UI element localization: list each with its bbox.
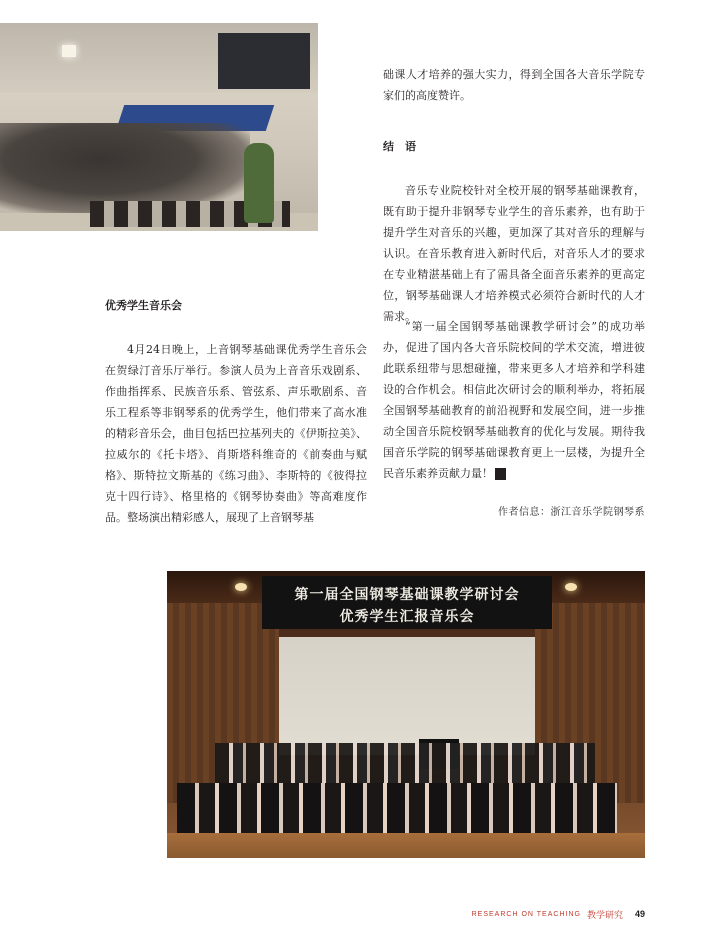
banner-title: 第一届全国钢琴基础课教学研讨会: [294, 587, 520, 603]
photo-group-front-row: [177, 783, 617, 839]
author-info: 作者信息：浙江音乐学院钢琴系: [498, 507, 645, 518]
photo-cameraman: [244, 143, 274, 223]
seminar-photo: [0, 23, 318, 231]
right-top-paragraph: 础课人才培养的强大实力，得到全国各大音乐学院专家们的高度赞许。: [383, 68, 645, 102]
footer-section-cn: 教学研究: [586, 909, 623, 920]
concert-heading: 优秀学生音乐会: [105, 299, 182, 312]
concert-banner: [262, 576, 552, 629]
photo-audience: [0, 123, 250, 213]
photo-stage-back: [279, 637, 535, 755]
end-mark-icon: ♪: [495, 468, 506, 480]
conclusion-paragraph-2: [383, 316, 645, 484]
footer-section-en: RESEARCH ON TEACHING: [471, 910, 581, 918]
page-footer: [472, 908, 645, 920]
conclusion-paragraph-1: 音乐专业院校针对全校开展的钢琴基础课教育，既有助于提升非钢琴专业学生的音乐素养，也有助于提升学生对音乐的兴趣，更加深了其对音乐的理解与认识。在音乐教育进入新时代后，对音乐人才的要求在专业精湛基础上有了需具备全面音乐素养的更高定位，钢琴基础课人才培养模式必须符合新时代的人才需求。: [383, 184, 645, 323]
page-number: 49: [634, 909, 645, 919]
photo-stage-floor: [167, 833, 645, 858]
banner-subtitle: 优秀学生汇报音乐会: [339, 609, 475, 625]
conclusion-heading: 结 语: [383, 140, 416, 153]
photo-screen: [218, 33, 310, 89]
photo-light-right: [565, 583, 577, 591]
photo-studio-light: [62, 45, 76, 57]
conclusion-paragraph-2-text: “第一届全国钢琴基础课教学研讨会”的成功举办，促进了国内各大音乐院校间的学术交流，增进彼此联系纽带与思想碰撞，带来更多人才培养和学科建设的合作机会。相信此次研讨会的顺利举办，将拓展全国钢琴基础教育的前沿视野和发展空间，进一步推动全国音乐院校钢琴基础教育的优化与发展。期待我国音乐学院的钢琴基础课教育更上一层楼，为提升全民音乐素养贡献力量！: [383, 320, 645, 480]
concert-paragraph: 4月24日晚上，上音钢琴基础课优秀学生音乐会在贺绿汀音乐厅举行。参演人员为上音音乐戏剧系、作曲指挥系、民族音乐系、管弦系、声乐歌剧系、音乐工程系等非钢琴系的优秀学生，他们带来了高水准的精彩音乐会，曲目包括巴拉基列夫的《伊斯拉美》、拉威尔的《托卡塔》、肖斯塔科维奇的《前奏曲与赋格》、斯特拉文斯基的《练习曲》、李斯特的《彼得拉克十四行诗》、格里格的《钢琴协奏曲》等高难度作品。整场演出精彩感人，展现了上音钢琴基: [105, 343, 367, 524]
photo-light-left: [235, 583, 247, 591]
concert-photo: [167, 571, 645, 858]
